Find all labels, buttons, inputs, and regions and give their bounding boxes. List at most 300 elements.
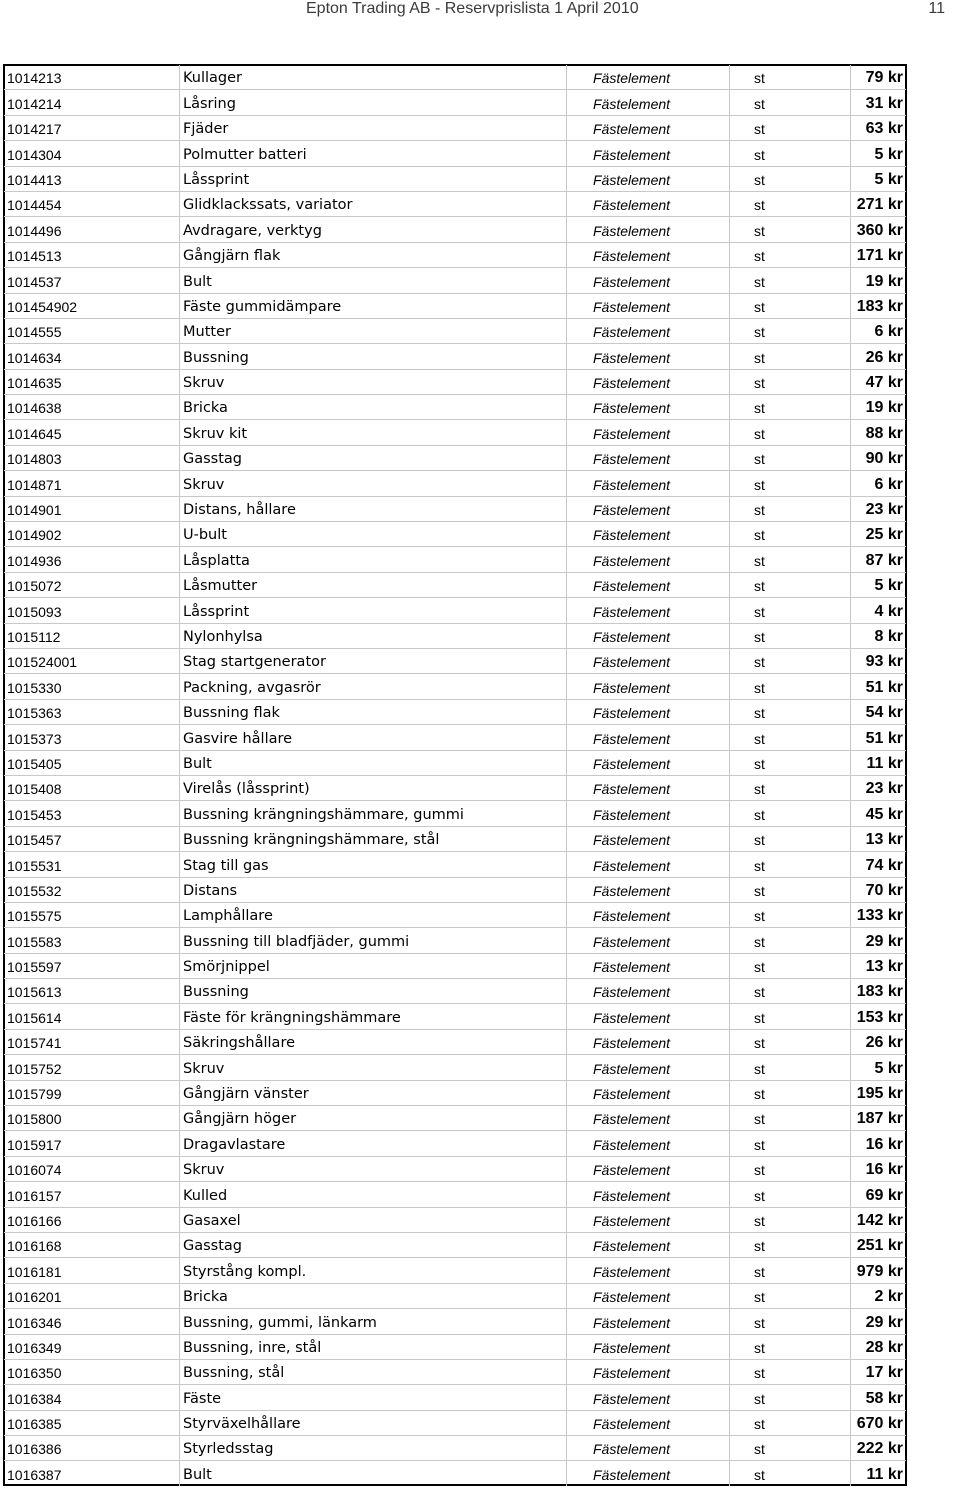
article-number: 1014901 bbox=[4, 496, 180, 521]
article-number: 1016201 bbox=[4, 1283, 180, 1308]
article-price: 54 kr bbox=[851, 699, 907, 724]
article-unit: st bbox=[730, 522, 851, 547]
table-row bbox=[4, 572, 906, 597]
article-name: Stag startgenerator bbox=[180, 648, 567, 673]
article-category: Fästelement bbox=[567, 1436, 730, 1461]
article-category: Fästelement bbox=[567, 674, 730, 699]
article-number: 1015799 bbox=[4, 1080, 180, 1105]
article-category: Fästelement bbox=[567, 1258, 730, 1283]
article-number: 1015575 bbox=[4, 902, 180, 927]
table-row bbox=[4, 1385, 906, 1410]
article-number: 1014635 bbox=[4, 369, 180, 394]
article-name: Bricka bbox=[180, 1283, 567, 1308]
article-name: Bussning till bladfjäder, gummi bbox=[180, 928, 567, 953]
article-category: Fästelement bbox=[567, 1131, 730, 1156]
article-number: 1015752 bbox=[4, 1055, 180, 1080]
article-price: 271 kr bbox=[851, 191, 907, 216]
table-row bbox=[4, 775, 906, 800]
article-unit: st bbox=[730, 1461, 851, 1486]
article-number: 1015363 bbox=[4, 699, 180, 724]
article-name: Nylonhylsa bbox=[180, 623, 567, 648]
article-unit: st bbox=[730, 750, 851, 775]
article-unit: st bbox=[730, 166, 851, 191]
article-category: Fästelement bbox=[567, 522, 730, 547]
table-row bbox=[4, 1182, 906, 1207]
article-price: 79 kr bbox=[851, 65, 907, 90]
article-unit: st bbox=[730, 1004, 851, 1029]
article-category: Fästelement bbox=[567, 1385, 730, 1410]
article-category: Fästelement bbox=[567, 344, 730, 369]
article-price: 5 kr bbox=[851, 1055, 907, 1080]
table-row bbox=[4, 1055, 906, 1080]
article-name: Gångjärn höger bbox=[180, 1106, 567, 1131]
article-number: 1016386 bbox=[4, 1436, 180, 1461]
table-row bbox=[4, 445, 906, 470]
article-price: 133 kr bbox=[851, 902, 907, 927]
article-number: 1015800 bbox=[4, 1106, 180, 1131]
article-number: 1016350 bbox=[4, 1359, 180, 1384]
article-category: Fästelement bbox=[567, 598, 730, 623]
table-row bbox=[4, 191, 906, 216]
article-unit: st bbox=[730, 877, 851, 902]
article-unit: st bbox=[730, 115, 851, 140]
article-name: Låsring bbox=[180, 90, 567, 115]
table-row bbox=[4, 1309, 906, 1334]
article-name: Skruv bbox=[180, 471, 567, 496]
article-unit: st bbox=[730, 496, 851, 521]
article-name: Kulled bbox=[180, 1182, 567, 1207]
table-row bbox=[4, 268, 906, 293]
article-price: 19 kr bbox=[851, 268, 907, 293]
article-category: Fästelement bbox=[567, 166, 730, 191]
article-unit: st bbox=[730, 623, 851, 648]
table-row bbox=[4, 242, 906, 267]
article-number: 1015613 bbox=[4, 979, 180, 1004]
article-price: 13 kr bbox=[851, 953, 907, 978]
article-number: 1014213 bbox=[4, 65, 180, 90]
table-row bbox=[4, 166, 906, 191]
article-price: 16 kr bbox=[851, 1131, 907, 1156]
article-price: 153 kr bbox=[851, 1004, 907, 1029]
article-number: 1016384 bbox=[4, 1385, 180, 1410]
table-row bbox=[4, 496, 906, 521]
article-price: 360 kr bbox=[851, 217, 907, 242]
article-unit: st bbox=[730, 1359, 851, 1384]
table-row bbox=[4, 674, 906, 699]
article-category: Fästelement bbox=[567, 115, 730, 140]
article-unit: st bbox=[730, 242, 851, 267]
article-name: Fäste bbox=[180, 1385, 567, 1410]
article-name: Gasaxel bbox=[180, 1207, 567, 1232]
table-row bbox=[4, 1207, 906, 1232]
article-price: 31 kr bbox=[851, 90, 907, 115]
article-unit: st bbox=[730, 1080, 851, 1105]
article-category: Fästelement bbox=[567, 623, 730, 648]
article-unit: st bbox=[730, 1258, 851, 1283]
article-number: 1015531 bbox=[4, 852, 180, 877]
article-price: 142 kr bbox=[851, 1207, 907, 1232]
article-price: 93 kr bbox=[851, 648, 907, 673]
article-category: Fästelement bbox=[567, 191, 730, 216]
article-price: 5 kr bbox=[851, 572, 907, 597]
article-unit: st bbox=[730, 369, 851, 394]
article-price: 28 kr bbox=[851, 1334, 907, 1359]
article-name: Gasvire hållare bbox=[180, 725, 567, 750]
article-unit: st bbox=[730, 471, 851, 496]
article-price: 16 kr bbox=[851, 1156, 907, 1181]
table-row bbox=[4, 1410, 906, 1435]
article-number: 1014555 bbox=[4, 318, 180, 343]
article-category: Fästelement bbox=[567, 1207, 730, 1232]
article-unit: st bbox=[730, 648, 851, 673]
article-name: Kullager bbox=[180, 65, 567, 90]
article-price: 183 kr bbox=[851, 979, 907, 1004]
article-unit: st bbox=[730, 902, 851, 927]
article-price: 63 kr bbox=[851, 115, 907, 140]
article-unit: st bbox=[730, 1156, 851, 1181]
table-row bbox=[4, 1004, 906, 1029]
article-number: 1015373 bbox=[4, 725, 180, 750]
article-category: Fästelement bbox=[567, 1156, 730, 1181]
article-category: Fästelement bbox=[567, 1334, 730, 1359]
table-row bbox=[4, 725, 906, 750]
article-category: Fästelement bbox=[567, 725, 730, 750]
article-category: Fästelement bbox=[567, 242, 730, 267]
article-unit: st bbox=[730, 1131, 851, 1156]
article-category: Fästelement bbox=[567, 1182, 730, 1207]
table-row bbox=[4, 1080, 906, 1105]
table-row bbox=[4, 547, 906, 572]
article-number: 1016181 bbox=[4, 1258, 180, 1283]
price-list-table bbox=[4, 65, 906, 1486]
article-name: Fäste gummidämpare bbox=[180, 293, 567, 318]
article-unit: st bbox=[730, 1309, 851, 1334]
table-row bbox=[4, 699, 906, 724]
article-unit: st bbox=[730, 699, 851, 724]
article-category: Fästelement bbox=[567, 1106, 730, 1131]
article-price: 6 kr bbox=[851, 471, 907, 496]
article-number: 1016166 bbox=[4, 1207, 180, 1232]
article-category: Fästelement bbox=[567, 902, 730, 927]
article-number: 1015112 bbox=[4, 623, 180, 648]
article-price: 171 kr bbox=[851, 242, 907, 267]
article-category: Fästelement bbox=[567, 1410, 730, 1435]
article-number: 1015405 bbox=[4, 750, 180, 775]
article-name: Bussning flak bbox=[180, 699, 567, 724]
article-category: Fästelement bbox=[567, 877, 730, 902]
article-price: 87 kr bbox=[851, 547, 907, 572]
article-name: Bussning krängningshämmare, stål bbox=[180, 826, 567, 851]
article-name: Säkringshållare bbox=[180, 1029, 567, 1054]
article-category: Fästelement bbox=[567, 547, 730, 572]
article-number: 1015453 bbox=[4, 801, 180, 826]
article-category: Fästelement bbox=[567, 1232, 730, 1257]
article-price: 26 kr bbox=[851, 344, 907, 369]
article-unit: st bbox=[730, 318, 851, 343]
document-title: Epton Trading AB - Reservprislista 1 April 2010 bbox=[306, 0, 639, 17]
table-row bbox=[4, 902, 906, 927]
article-number: 1015532 bbox=[4, 877, 180, 902]
article-category: Fästelement bbox=[567, 369, 730, 394]
article-name: Bussning krängningshämmare, gummi bbox=[180, 801, 567, 826]
article-name: Styrledsstag bbox=[180, 1436, 567, 1461]
article-price: 11 kr bbox=[866, 1465, 903, 1483]
article-number: 1014304 bbox=[4, 141, 180, 166]
table-row bbox=[4, 90, 906, 115]
article-unit: st bbox=[730, 1207, 851, 1232]
article-name: Mutter bbox=[180, 318, 567, 343]
article-number: 1015093 bbox=[4, 598, 180, 623]
article-price: 979 kr bbox=[851, 1258, 907, 1283]
article-name: Stag till gas bbox=[180, 852, 567, 877]
table-row bbox=[4, 750, 906, 775]
article-unit: st bbox=[730, 725, 851, 750]
article-category: Fästelement bbox=[567, 750, 730, 775]
page-header bbox=[0, 0, 960, 24]
article-unit: st bbox=[730, 1182, 851, 1207]
article-category: Fästelement bbox=[567, 648, 730, 673]
table-row bbox=[4, 623, 906, 648]
table-row bbox=[4, 1283, 906, 1308]
article-category: Fästelement bbox=[567, 318, 730, 343]
article-category: Fästelement bbox=[567, 90, 730, 115]
article-category: Fästelement bbox=[567, 65, 730, 90]
article-unit: st bbox=[730, 775, 851, 800]
article-price: 29 kr bbox=[851, 1309, 907, 1334]
article-number: 1015408 bbox=[4, 775, 180, 800]
article-unit: st bbox=[730, 852, 851, 877]
table-row bbox=[4, 928, 906, 953]
article-name: Bussning, stål bbox=[180, 1359, 567, 1384]
table-row bbox=[4, 801, 906, 826]
article-category: Fästelement bbox=[567, 1055, 730, 1080]
table-row bbox=[4, 293, 906, 318]
table-row bbox=[4, 648, 906, 673]
article-price: 51 kr bbox=[851, 674, 907, 699]
article-name: Smörjnippel bbox=[180, 953, 567, 978]
article-category: Fästelement bbox=[567, 953, 730, 978]
article-price: 222 kr bbox=[851, 1436, 907, 1461]
article-unit: st bbox=[730, 268, 851, 293]
article-number: 1016387 bbox=[4, 1461, 180, 1486]
article-category: Fästelement bbox=[567, 420, 730, 445]
table-row bbox=[4, 1258, 906, 1283]
article-price: 45 kr bbox=[851, 801, 907, 826]
article-name: Distans bbox=[180, 877, 567, 902]
article-name: Polmutter batteri bbox=[180, 141, 567, 166]
article-name: Distans, hållare bbox=[180, 496, 567, 521]
table-row bbox=[4, 1436, 906, 1461]
article-unit: st bbox=[730, 1029, 851, 1054]
article-name: Styrväxelhållare bbox=[180, 1410, 567, 1435]
article-price: 47 kr bbox=[851, 369, 907, 394]
table-row bbox=[4, 217, 906, 242]
article-number: 1015457 bbox=[4, 826, 180, 851]
article-unit: st bbox=[730, 801, 851, 826]
article-name: Virelås (låssprint) bbox=[180, 775, 567, 800]
article-unit: st bbox=[730, 141, 851, 166]
table-row bbox=[4, 65, 906, 90]
article-category: Fästelement bbox=[567, 1080, 730, 1105]
article-category: Fästelement bbox=[567, 471, 730, 496]
article-category: Fästelement bbox=[567, 979, 730, 1004]
table-row bbox=[4, 1232, 906, 1257]
article-name: Bussning, gummi, länkarm bbox=[180, 1309, 567, 1334]
article-category: Fästelement bbox=[567, 699, 730, 724]
article-price: 5 kr bbox=[851, 141, 907, 166]
table-row bbox=[4, 877, 906, 902]
article-number: 1015330 bbox=[4, 674, 180, 699]
article-category: Fästelement bbox=[567, 1309, 730, 1334]
article-category: Fästelement bbox=[567, 801, 730, 826]
table-row bbox=[4, 344, 906, 369]
article-unit: st bbox=[730, 953, 851, 978]
article-name: Lamphållare bbox=[180, 902, 567, 927]
article-category: Fästelement bbox=[567, 395, 730, 420]
article-price: 183 kr bbox=[851, 293, 907, 318]
article-price: 2 kr bbox=[851, 1283, 907, 1308]
article-name: Glidklackssats, variator bbox=[180, 191, 567, 216]
article-category: Fästelement bbox=[567, 445, 730, 470]
article-unit: st bbox=[730, 1436, 851, 1461]
article-category: Fästelement bbox=[567, 928, 730, 953]
article-category: Fästelement bbox=[567, 217, 730, 242]
article-number: 1015583 bbox=[4, 928, 180, 953]
page-number: 11 bbox=[928, 0, 945, 17]
article-price: 17 kr bbox=[851, 1359, 907, 1384]
article-price: 29 kr bbox=[851, 928, 907, 953]
article-name: Skruv kit bbox=[180, 420, 567, 445]
article-price: 11 kr bbox=[851, 750, 907, 775]
article-price: 90 kr bbox=[851, 445, 907, 470]
article-price: 58 kr bbox=[851, 1385, 907, 1410]
article-category: Fästelement bbox=[567, 1283, 730, 1308]
article-name: Låssprint bbox=[180, 166, 567, 191]
article-number: 1014217 bbox=[4, 115, 180, 140]
article-number: 1016168 bbox=[4, 1232, 180, 1257]
article-price: 74 kr bbox=[851, 852, 907, 877]
article-name: Styrstång kompl. bbox=[180, 1258, 567, 1283]
article-unit: st bbox=[730, 191, 851, 216]
article-number: 1014537 bbox=[4, 268, 180, 293]
article-name: Låssprint bbox=[180, 598, 567, 623]
article-price: 23 kr bbox=[851, 775, 907, 800]
article-number: 1016074 bbox=[4, 1156, 180, 1181]
article-unit: st bbox=[730, 1055, 851, 1080]
article-number: 1014413 bbox=[4, 166, 180, 191]
article-unit: st bbox=[730, 395, 851, 420]
article-unit: st bbox=[730, 572, 851, 597]
article-number: 1016157 bbox=[4, 1182, 180, 1207]
article-name: Fäste för krängningshämmare bbox=[180, 1004, 567, 1029]
article-number: 1014871 bbox=[4, 471, 180, 496]
article-number: 1016349 bbox=[4, 1334, 180, 1359]
article-name: Bult bbox=[180, 1461, 567, 1486]
article-price: 6 kr bbox=[851, 318, 907, 343]
article-number: 1014214 bbox=[4, 90, 180, 115]
article-unit: st bbox=[730, 420, 851, 445]
article-category: Fästelement bbox=[567, 852, 730, 877]
table-row bbox=[4, 1156, 906, 1181]
article-price: 51 kr bbox=[851, 725, 907, 750]
article-number: 1016346 bbox=[4, 1309, 180, 1334]
price-list-body bbox=[4, 65, 906, 1486]
article-number: 101454902 bbox=[4, 293, 180, 318]
article-unit: st bbox=[730, 344, 851, 369]
table-row bbox=[4, 1359, 906, 1384]
article-name: Bussning bbox=[180, 979, 567, 1004]
table-row bbox=[4, 953, 906, 978]
article-price: 8 kr bbox=[851, 623, 907, 648]
article-number: 1014454 bbox=[4, 191, 180, 216]
article-name: Gasstag bbox=[180, 1232, 567, 1257]
article-number: 1014496 bbox=[4, 217, 180, 242]
table-row bbox=[4, 141, 906, 166]
article-number: 1015614 bbox=[4, 1004, 180, 1029]
article-name: Bussning, inre, stål bbox=[180, 1334, 567, 1359]
article-price: 19 kr bbox=[851, 395, 907, 420]
article-name: Gasstag bbox=[180, 445, 567, 470]
article-price: 26 kr bbox=[851, 1029, 907, 1054]
article-price: 88 kr bbox=[851, 420, 907, 445]
article-number: 1015597 bbox=[4, 953, 180, 978]
article-category: Fästelement bbox=[567, 1029, 730, 1054]
article-name: Dragavlastare bbox=[180, 1131, 567, 1156]
article-price: 670 kr bbox=[851, 1410, 907, 1435]
article-category: Fästelement bbox=[567, 268, 730, 293]
article-price: 70 kr bbox=[851, 877, 907, 902]
article-unit: st bbox=[730, 1334, 851, 1359]
article-unit: st bbox=[730, 547, 851, 572]
table-row bbox=[4, 1334, 906, 1359]
article-name: Bussning bbox=[180, 344, 567, 369]
article-name: Skruv bbox=[180, 1055, 567, 1080]
article-number: 1015741 bbox=[4, 1029, 180, 1054]
table-row bbox=[4, 852, 906, 877]
table-row bbox=[4, 1029, 906, 1054]
article-price: 4 kr bbox=[851, 598, 907, 623]
table-row bbox=[4, 369, 906, 394]
article-unit: st bbox=[730, 1410, 851, 1435]
article-unit: st bbox=[730, 1106, 851, 1131]
article-name: Packning, avgasrör bbox=[180, 674, 567, 699]
table-row bbox=[4, 598, 906, 623]
table-row bbox=[4, 522, 906, 547]
article-category: Fästelement bbox=[567, 572, 730, 597]
article-unit: st bbox=[730, 90, 851, 115]
article-price: 195 kr bbox=[851, 1080, 907, 1105]
article-number: 101524001 bbox=[4, 648, 180, 673]
article-unit: st bbox=[730, 826, 851, 851]
article-number: 1014902 bbox=[4, 522, 180, 547]
article-name: Gångjärn vänster bbox=[180, 1080, 567, 1105]
article-category: Fästelement bbox=[567, 141, 730, 166]
article-unit: st bbox=[730, 1232, 851, 1257]
article-unit: st bbox=[730, 1385, 851, 1410]
article-category: Fästelement bbox=[567, 1004, 730, 1029]
article-unit: st bbox=[730, 445, 851, 470]
table-row bbox=[4, 979, 906, 1004]
article-number: 1014634 bbox=[4, 344, 180, 369]
table-row bbox=[4, 826, 906, 851]
article-category: Fästelement bbox=[567, 1461, 730, 1486]
article-price: 23 kr bbox=[851, 496, 907, 521]
article-category: Fästelement bbox=[567, 496, 730, 521]
article-unit: st bbox=[730, 598, 851, 623]
article-name: Bult bbox=[180, 268, 567, 293]
article-name: U-bult bbox=[180, 522, 567, 547]
article-unit: st bbox=[730, 65, 851, 90]
